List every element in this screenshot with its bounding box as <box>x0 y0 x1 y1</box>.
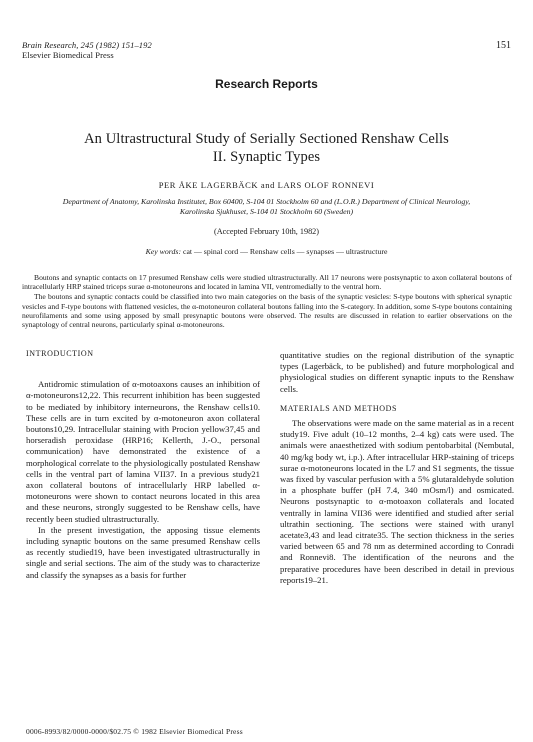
abstract-paragraph: Boutons and synaptic contacts on 17 presumed Renshaw cells were studied ultrastructurally. All 17 neurons were postsynaptic to axon collateral boutons of intracellularly HRP stained triceps surae α-motoneurons and located in lamina VII, ventromedially to the ventral horn. <box>22 273 512 292</box>
body-paragraph: Antidromic stimulation of α-motoaxons causes an inhibition of α-motoneurons12,22. This recurrent inhibition has been suggested to be mediated by inhibitory interneurons, the Renshaw cells10. These cells are in turn excited by α-motoneuron axon collateral boutons10,29. Intracellular staining with Procion yellow37,45 and horseradish peroxidase (HRP16; Kellerth, J.-O., personal communication) have demonstrated the existence of a morphological correlate to the physiologically postulated Renshaw cells in the ventral part of lamina VII37. In a previous study21 axon collateral boutons of intracellularly HRP labelled α-motoneurons were shown to contact neurons located in this area and these neurons, strongly suggested to be Renshaw cells, have recently been studied ultrastructurally. <box>26 379 260 524</box>
abstract-paragraph: The boutons and synaptic contacts could be classified into two main categories on the basis of the synaptic vesicles: S-type boutons with spherical synaptic vesicles and F-type boutons with flattened vesicles, the α-motoneuron collateral boutons falling into the S-category. In addition, some S-type boutons containing neurofilaments and some using apposed by small presynaptic boutons were observed. The results are discussed in relation to earlier observations on the synaptology of central neurons, particularly spinal α-motoneurons. <box>22 292 512 330</box>
methods-heading: MATERIALS AND METHODS <box>280 403 398 413</box>
copyright-footer: 0006-8993/82/0000-0000/$02.75 © 1982 Elsevier Biomedical Press <box>26 727 243 736</box>
journal-citation: Brain Research, 245 (1982) 151–192 <box>22 40 152 50</box>
section-title: Research Reports <box>215 77 318 91</box>
introduction-heading: INTRODUCTION <box>26 349 94 358</box>
title-line-1: An Ultrastructural Study of Serially Sectioned Renshaw Cells <box>84 131 449 147</box>
keywords-label: Key words: <box>145 247 182 256</box>
abstract <box>22 273 512 330</box>
body-paragraph: The observations were made on the same material as in a recent study19. Five adult (10–12 months, 2–4 kg) cats were used. The animals were anaesthetized with sodium pentobarbital (Nembutal, 40 mg/kg body wt, i.p.). After intracellular HRP-staining of triceps surae α-motoneurons located in the L7 and S1 segments, the tissue was fixed by vascular perfusion with a 5% glutaraldehyde solution in a phosphate buffer (pH 7.4, 340 mOsm/l) and osmicated. Neurons postsynaptic to α-motoaxon collaterals and located ventrally in lamina VII36 were identified and studied after serial ultrathin sectioning. The sections were stained with uranyl acetate3,43 and lead citrate35. The section thickness in the series varied between 65 and 78 nm as determined according to Conradi and Ronnevi8. The identification of the neurons and the preparative procedures have been described in detail in previous reports19–21. <box>280 418 514 585</box>
page-number: 151 <box>496 40 511 51</box>
right-column <box>280 350 514 586</box>
affiliation-line-2: Karolinska Sjukhuset, S-104 01 Stockholm 60 (Sweden) <box>179 207 354 216</box>
left-column <box>26 348 260 581</box>
affiliation <box>30 197 503 217</box>
article-title <box>0 130 533 166</box>
body-paragraph: quantitative studies on the regional distribution of the synaptic types (Lagerbäck, to be published) and future morphological and physiological studies on different synaptic inputs to the Renshaw cells. <box>280 350 514 394</box>
title-line-2: II. Synaptic Types <box>212 149 321 165</box>
affiliation-line-1: Department of Anatomy, Karolinska Institutet, Box 60400, S-104 01 Stockholm 60 and (L.O.R.) Department of Clinical Neurology, <box>62 197 471 206</box>
keywords <box>0 247 533 256</box>
body-paragraph: In the present investigation, the apposing tissue elements including synaptic boutons on the same presumed Renshaw cells as recently studied19, have been investigated ultrastructurally in single and serial sections. The aim of the study was to characterize and classify the synapses as a basis for further <box>26 524 260 580</box>
keywords-list: cat — spinal cord — Renshaw cells — synapses — ultrastructure <box>183 247 388 256</box>
running-header <box>22 40 152 60</box>
accepted-date: (Accepted February 10th, 1982) <box>213 227 320 236</box>
author-list: PER ÅKE LAGERBÄCK and LARS OLOF RONNEVI <box>158 180 375 190</box>
publisher-name: Elsevier Biomedical Press <box>22 50 114 60</box>
